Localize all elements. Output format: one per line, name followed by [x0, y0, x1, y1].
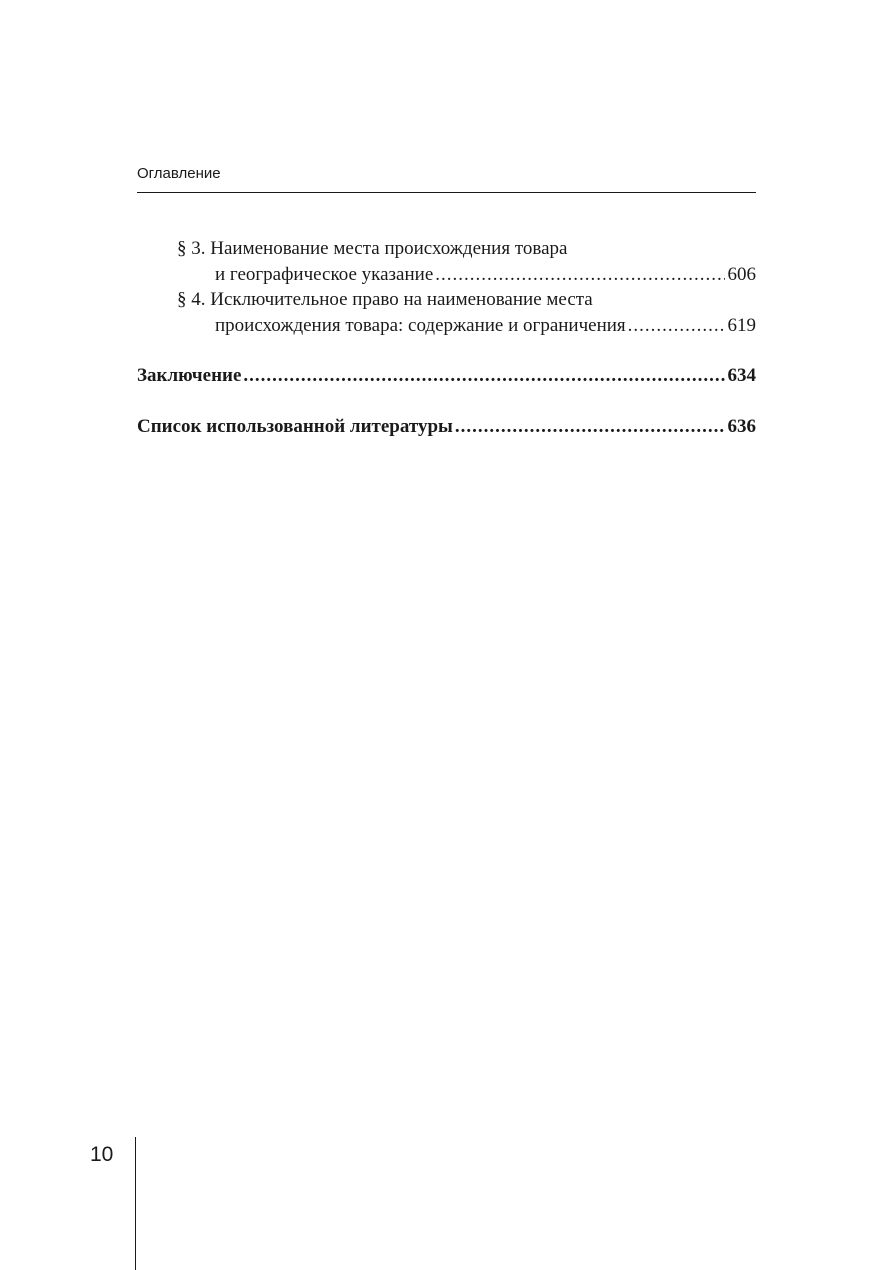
dot-leader	[455, 414, 725, 440]
page-ref: 636	[727, 415, 756, 437]
page-ref: 606	[727, 263, 756, 285]
dot-leader	[435, 262, 724, 288]
table-of-contents	[137, 236, 756, 439]
dot-leader	[628, 313, 725, 339]
section-title-line2: и географическое указание	[215, 263, 434, 285]
running-header	[137, 163, 756, 193]
margin-rule	[135, 1137, 136, 1270]
dot-leader	[243, 363, 724, 389]
page-ref: 634	[727, 365, 756, 386]
toc-entry-bibliography[interactable]	[137, 414, 756, 440]
conclusion-title: Заключение	[137, 365, 242, 386]
section-number: § 3.	[177, 238, 206, 259]
running-title: Оглавление	[137, 165, 221, 182]
toc-entry-conclusion[interactable]	[137, 363, 756, 389]
section-title-line1: Исключительное право на наименование места	[210, 289, 593, 310]
page-ref: 619	[727, 314, 756, 336]
toc-entry-section-3[interactable]	[137, 236, 756, 287]
section-number: § 4.	[177, 289, 206, 310]
toc-entry-section-4[interactable]	[137, 287, 756, 338]
section-title-line2: происхождения товара: содержание и ограничения	[215, 314, 626, 336]
section-title-line1: Наименование места происхождения товара	[210, 238, 568, 259]
page-number: 10	[90, 1143, 114, 1166]
bibliography-title: Список использованной литературы	[137, 415, 453, 437]
